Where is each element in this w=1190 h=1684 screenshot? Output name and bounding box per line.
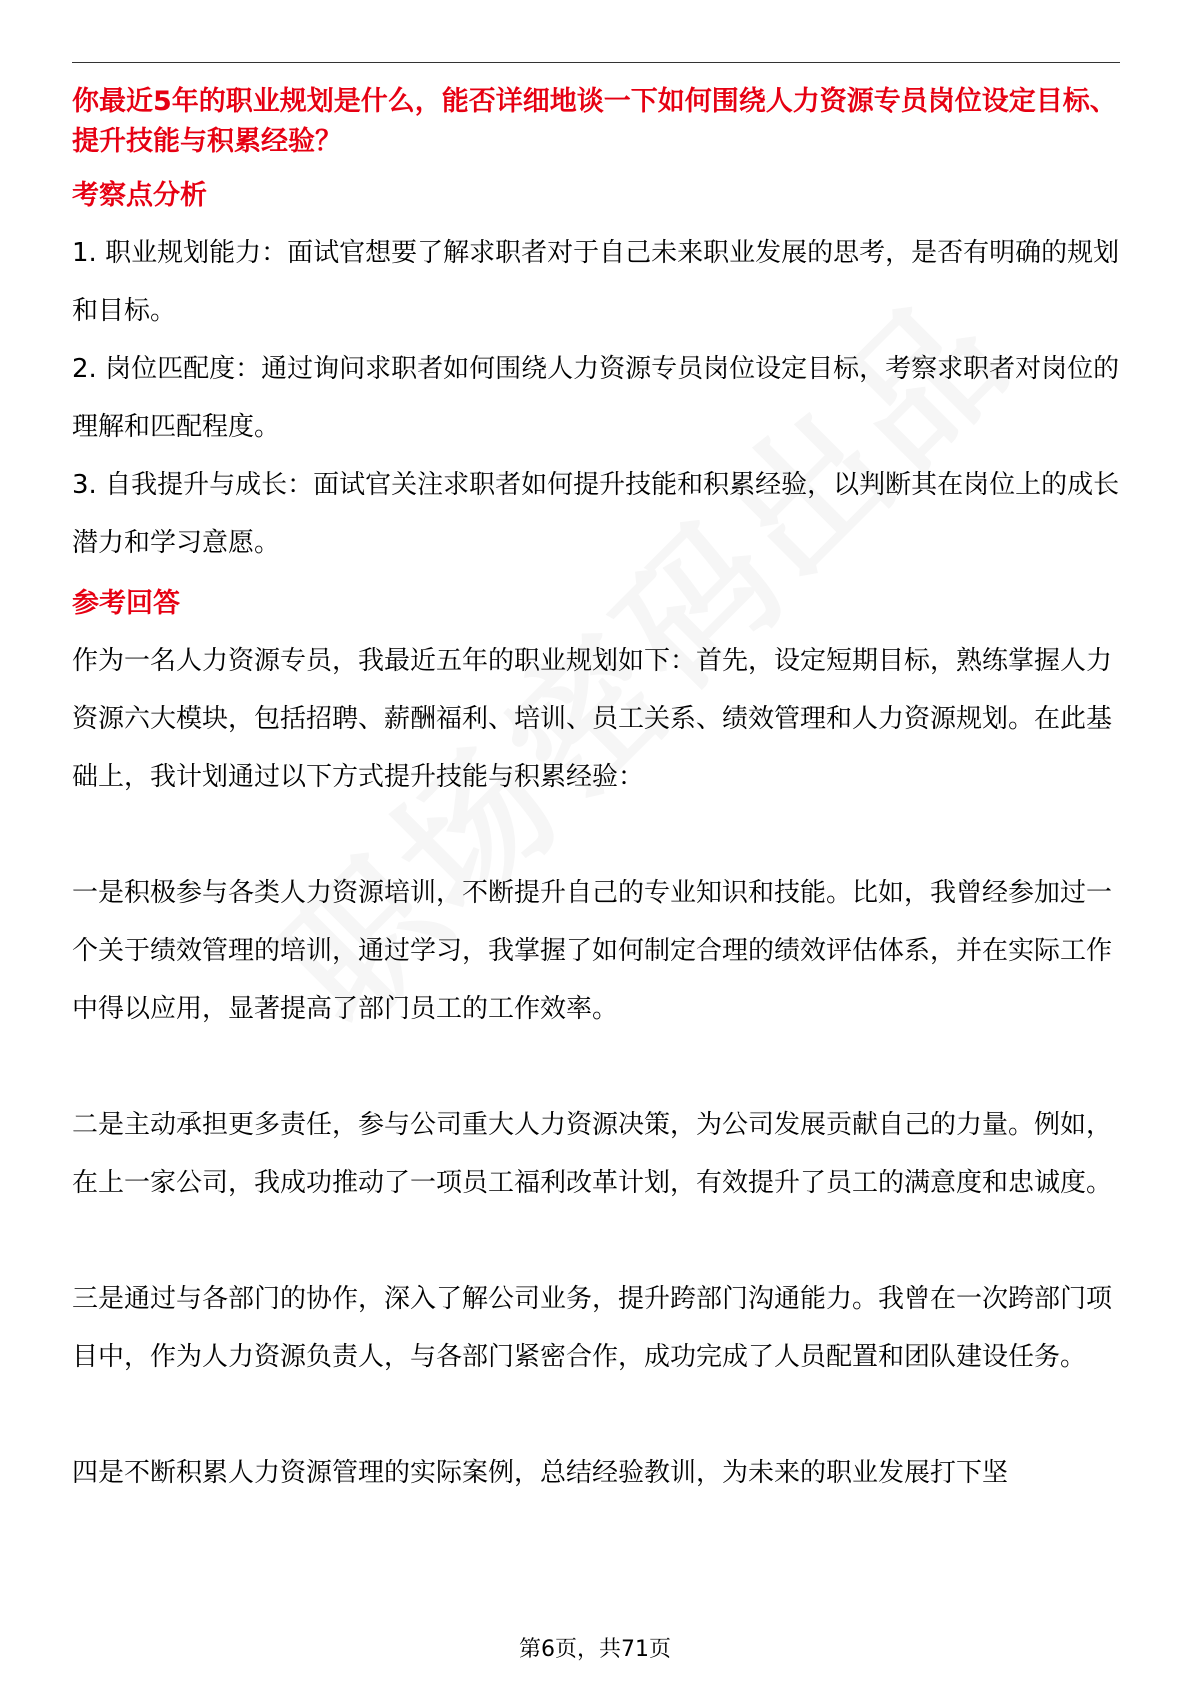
answer-paragraph: 三是通过与各部门的协作，深入了解公司业务，提升跨部门沟通能力。我曾在一次跨部门项目中，作为人力资源负责人，与各部门紧密合作，成功完成了人员配置和团队建设任务。	[72, 1284, 1113, 1372]
answer-paragraph: 二是主动承担更多责任，参与公司重大人力资源决策，为公司发展贡献自己的力量。例如，在上一家公司，我成功推动了一项员工福利改革计划，有效提升了员工的满意度和忠诚度。	[72, 1110, 1113, 1198]
analysis-item: 3. 自我提升与成长：面试官关注求职者如何提升技能和积累经验，以判断其在岗位上的成长潜力和学习意愿。	[72, 470, 1120, 558]
analysis-item: 1. 职业规划能力：面试官想要了解求职者对于自己未来职业发展的思考，是否有明确的规划和目标。	[72, 238, 1120, 326]
answer-section	[72, 586, 1120, 1502]
document-content	[72, 82, 1120, 1502]
analysis-item: 2. 岗位匹配度：通过询问求职者如何围绕人力资源专员岗位设定目标，考察求职者对岗位的理解和匹配程度。	[72, 354, 1120, 442]
answer-paragraph: 一是积极参与各类人力资源培训，不断提升自己的专业知识和技能。比如，我曾经参加过一个关于绩效管理的培训，通过学习，我掌握了如何制定合理的绩效评估体系，并在实际工作中得以应用，显著提高了部门员工的工作效率。	[72, 878, 1113, 1024]
page-footer: 第6页，共71页	[519, 1637, 671, 1662]
answer-paragraph: 作为一名人力资源专员，我最近五年的职业规划如下：首先，设定短期目标，熟练掌握人力资源六大模块，包括招聘、薪酬福利、培训、员工关系、绩效管理和人力资源规划。在此基础上，我计划通过以下方式提升技能与积累经验：	[72, 646, 1113, 792]
analysis-section	[72, 178, 1120, 572]
analysis-title: 考察点分析	[72, 180, 207, 211]
answer-paragraph: 四是不断积累人力资源管理的实际案例，总结经验教训，为未来的职业发展打下坚	[72, 1458, 1009, 1488]
header-rule	[72, 62, 1120, 63]
question-heading: 你最近5年的职业规划是什么，能否详细地谈一下如何围绕人力资源专员岗位设定目标、提升技能与积累经验？	[72, 86, 1117, 157]
answer-title: 参考回答	[72, 588, 180, 619]
